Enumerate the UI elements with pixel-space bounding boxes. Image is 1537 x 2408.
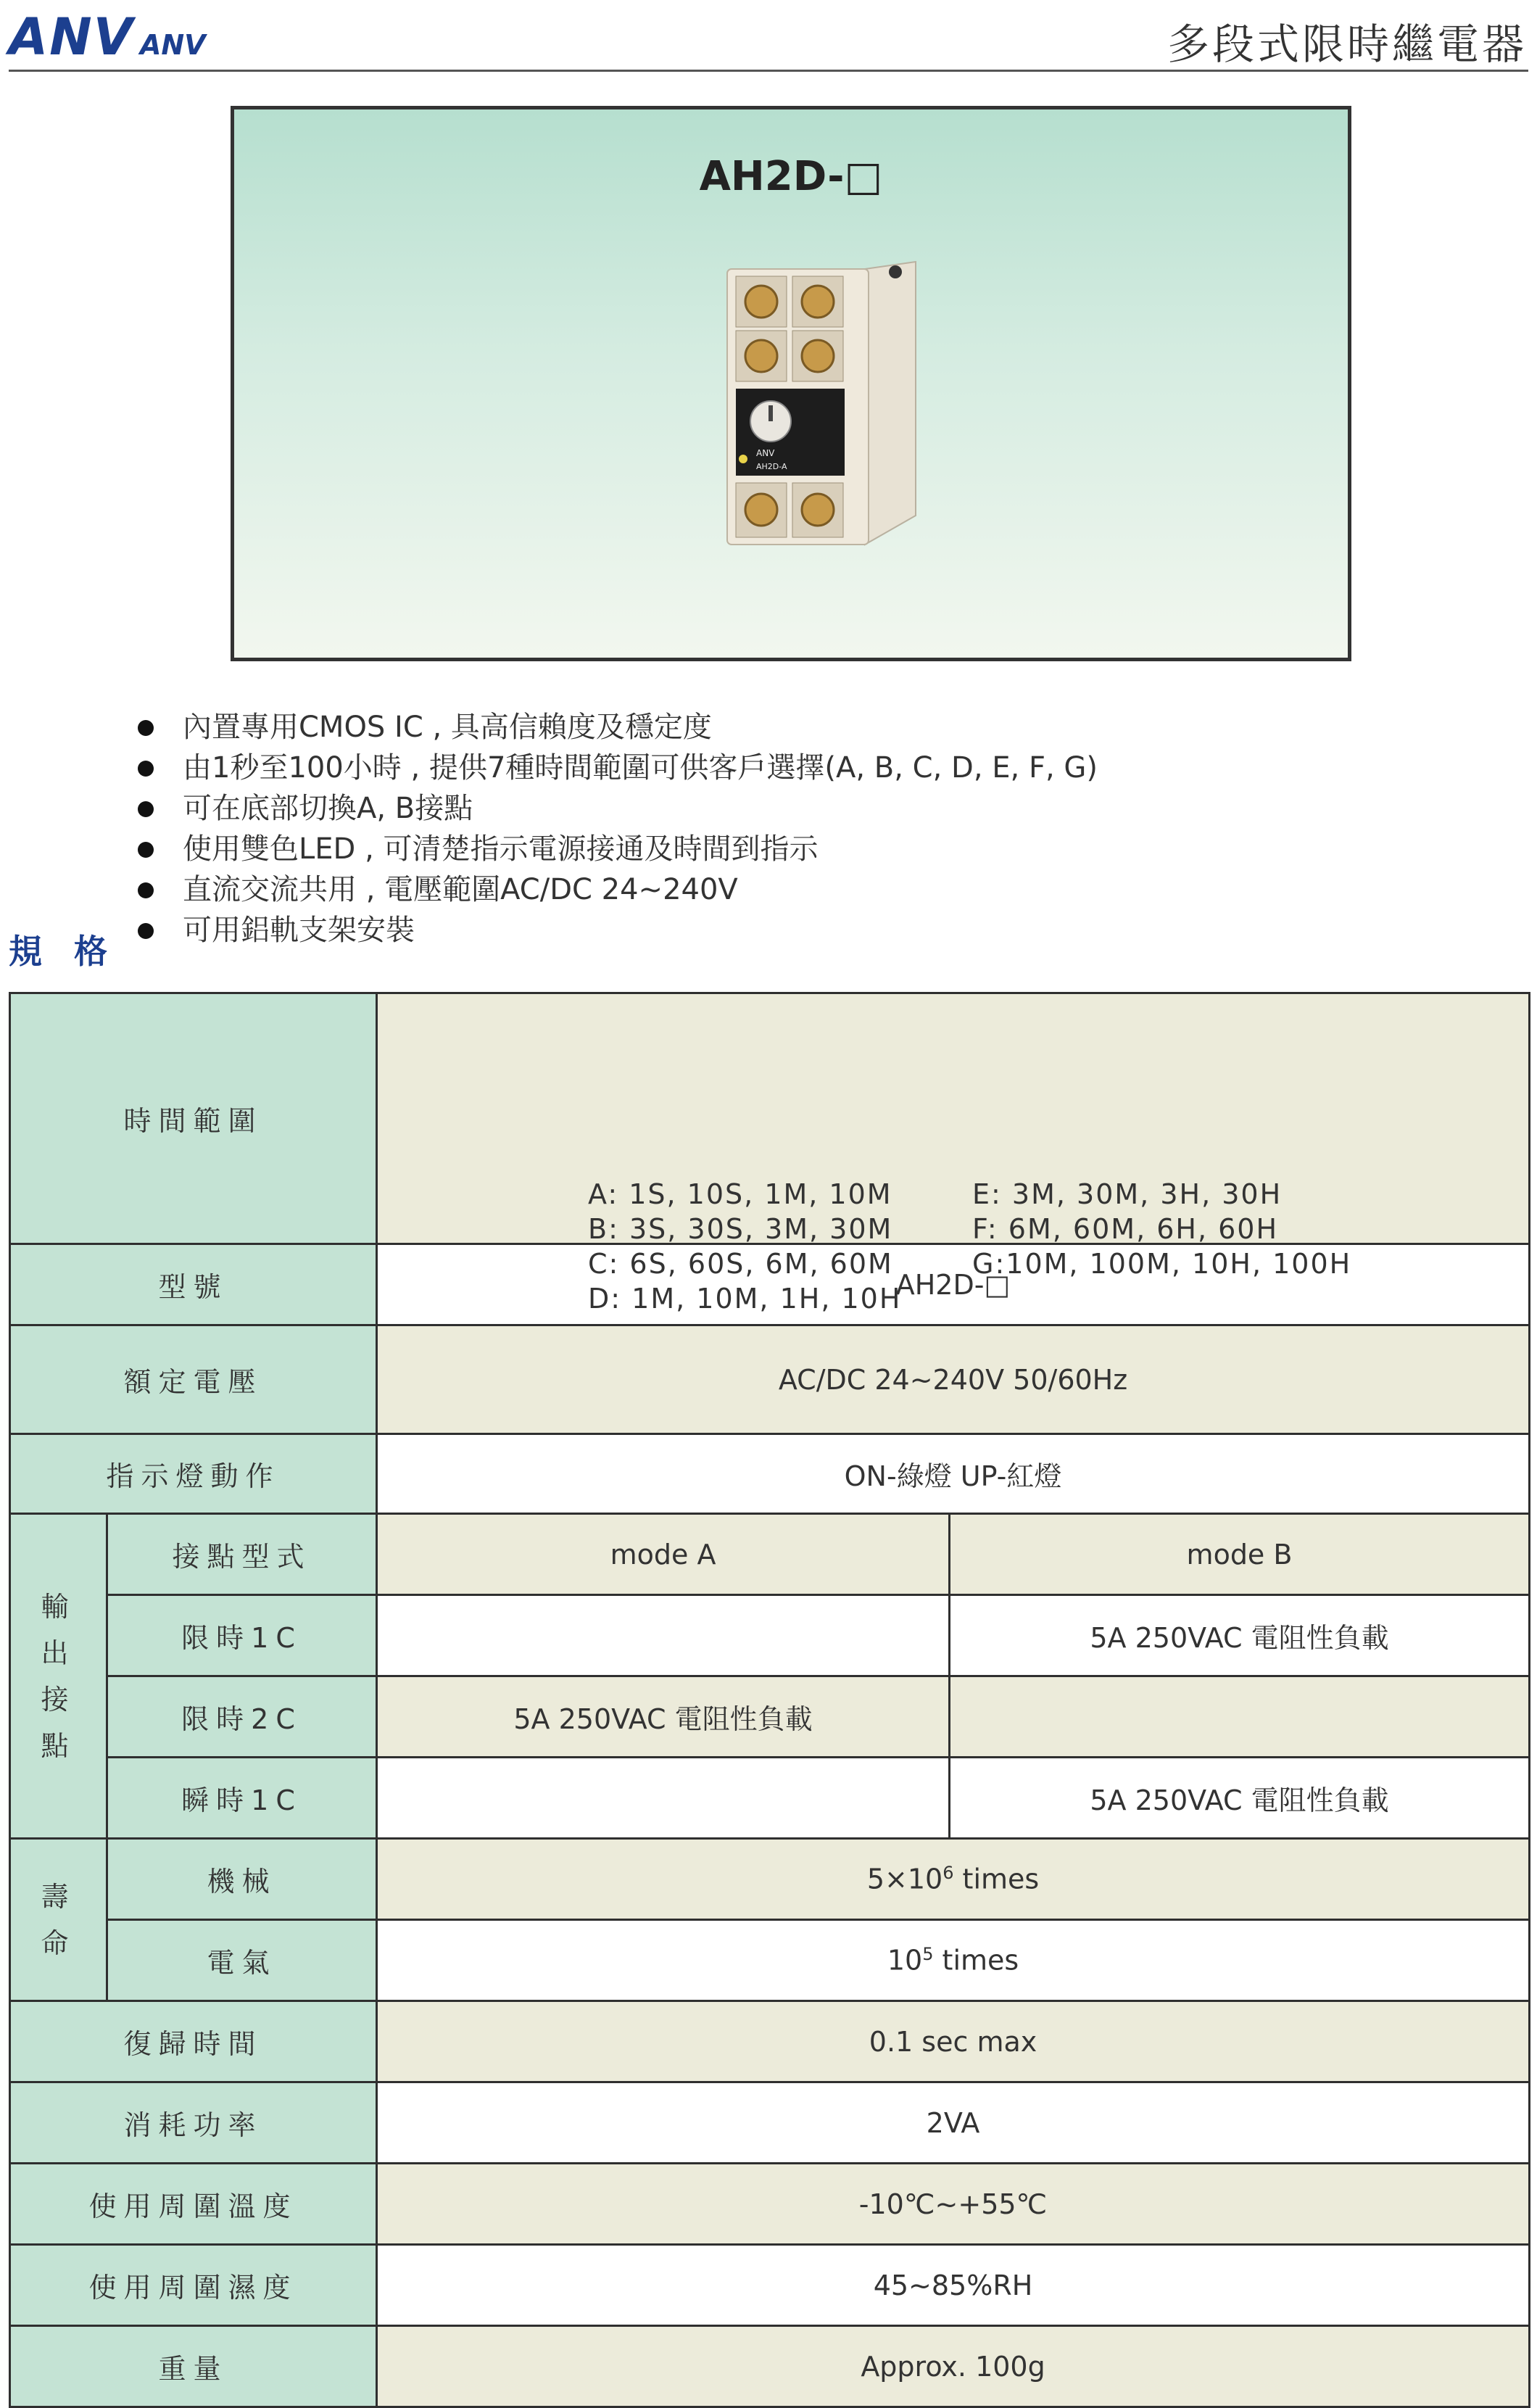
- life-group-label: 壽 命: [10, 1839, 107, 2001]
- table-row: [10, 1676, 1530, 1758]
- product-image-box: [231, 106, 1351, 661]
- table-row: [10, 1434, 1530, 1514]
- table-row: [10, 2245, 1530, 2326]
- limit-2c-mode-a: 5A 250VAC 電阻性負載: [377, 1676, 950, 1758]
- feature-item: 由1秒至100小時 , 提供7種時間範圍可供客戶選擇(A, B, C, D, E, F, G): [138, 748, 1098, 788]
- table-row: [10, 1514, 1530, 1595]
- feature-item: 內置專用CMOS IC , 具高信賴度及穩定度: [138, 707, 1098, 748]
- electrical-label: 電氣: [107, 1920, 377, 2001]
- brand-logo: [9, 7, 206, 67]
- bullet-icon: [138, 801, 154, 817]
- electrical-value: $10^5$ times: [377, 1920, 1530, 2001]
- mechanical-label: 機械: [107, 1839, 377, 1920]
- svg-text:AH2D-A: AH2D-A: [756, 462, 787, 471]
- svg-text:ANV: ANV: [756, 448, 775, 458]
- table-row: [10, 2164, 1530, 2245]
- mode-a-header: mode A: [377, 1514, 950, 1595]
- instant-1c-mode-a: [377, 1758, 950, 1839]
- feature-item: 可用鋁軌支架安裝: [138, 910, 1098, 951]
- model-label: 型號: [10, 1244, 377, 1325]
- bullet-icon: [138, 720, 154, 736]
- output-contact-group-label: 輸 出 接 點: [10, 1514, 107, 1839]
- bullet-icon: [138, 882, 154, 898]
- power-consumption-value: 2VA: [377, 2082, 1530, 2164]
- page-header: [0, 0, 1537, 73]
- brand-logo-small: ANV: [139, 29, 206, 61]
- feature-item: 可在底部切換A, B接點: [138, 788, 1098, 829]
- table-row: [10, 2001, 1530, 2082]
- bullet-icon: [138, 923, 154, 939]
- table-row: [10, 1839, 1530, 1920]
- voltage-label: 額定電壓: [10, 1325, 377, 1434]
- table-row: [10, 993, 1530, 1244]
- header-divider: [9, 70, 1528, 72]
- bullet-icon: [138, 761, 154, 777]
- indicator-label: 指示燈動作: [10, 1434, 377, 1514]
- mechanical-value: $5\times 10^6$ times: [377, 1839, 1530, 1920]
- limit-2c-mode-b: [950, 1676, 1530, 1758]
- feature-item: 使用雙色LED , 可清楚指示電源接通及時間到指示: [138, 829, 1098, 869]
- weight-label: 重量: [10, 2326, 377, 2407]
- table-row: [10, 1325, 1530, 1434]
- limit-2c-label: 限時2C: [107, 1676, 377, 1758]
- reset-time-value: 0.1 sec max: [377, 2001, 1530, 2082]
- model-value: AH2D-□: [377, 1244, 1530, 1325]
- product-model-title: AH2D-□: [699, 153, 883, 200]
- table-row: [10, 2326, 1530, 2407]
- feature-item: 直流交流共用 , 電壓範圍AC/DC 24~240V: [138, 869, 1098, 910]
- mode-b-header: mode B: [950, 1514, 1530, 1595]
- ambient-humidity-label: 使用周圍濕度: [10, 2245, 377, 2326]
- table-row: [10, 1758, 1530, 1839]
- brand-logo-main: ANV: [9, 7, 134, 67]
- time-range-list-right: E: 3M, 30M, 3H, 30H F: 6M, 60M, 6H, 60H G:10M, 100M, 10H, 100H: [972, 1178, 1352, 1280]
- feature-list: [138, 707, 1098, 951]
- table-row: [10, 1595, 1530, 1676]
- ambient-temperature-label: 使用周圍溫度: [10, 2164, 377, 2245]
- timer-relay-image: [698, 255, 959, 559]
- power-consumption-label: 消耗功率: [10, 2082, 377, 2164]
- table-row: [10, 1920, 1530, 2001]
- limit-1c-mode-b: 5A 250VAC 電阻性負載: [950, 1595, 1530, 1676]
- voltage-value: AC/DC 24~240V 50/60Hz: [377, 1325, 1530, 1434]
- contact-type-label: 接點型式: [107, 1514, 377, 1595]
- limit-1c-mode-a: [377, 1595, 950, 1676]
- time-range-label: 時間範圍: [10, 993, 377, 1244]
- ambient-humidity-value: 45~85%RH: [377, 2245, 1530, 2326]
- bullet-icon: [138, 842, 154, 858]
- spec-table: [9, 992, 1530, 2408]
- weight-value: Approx. 100g: [377, 2326, 1530, 2407]
- instant-1c-label: 瞬時1C: [107, 1758, 377, 1839]
- indicator-value: ON-綠燈 UP-紅燈: [377, 1434, 1530, 1514]
- time-range-list-left: A: 1S, 10S, 1M, 10M B: 3S, 30S, 3M, 30M C: 6S, 60S, 6M, 60M D: 1M, 10M, 1H, 10H: [588, 1178, 902, 1315]
- spec-heading: 規 格: [9, 932, 118, 971]
- table-row: [10, 2082, 1530, 2164]
- reset-time-label: 復歸時間: [10, 2001, 377, 2082]
- instant-1c-mode-b: 5A 250VAC 電阻性負載: [950, 1758, 1530, 1839]
- ambient-temperature-value: -10℃~+55℃: [377, 2164, 1530, 2245]
- document-title: 多段式限時繼電器: [1167, 20, 1527, 69]
- limit-1c-label: 限時1C: [107, 1595, 377, 1676]
